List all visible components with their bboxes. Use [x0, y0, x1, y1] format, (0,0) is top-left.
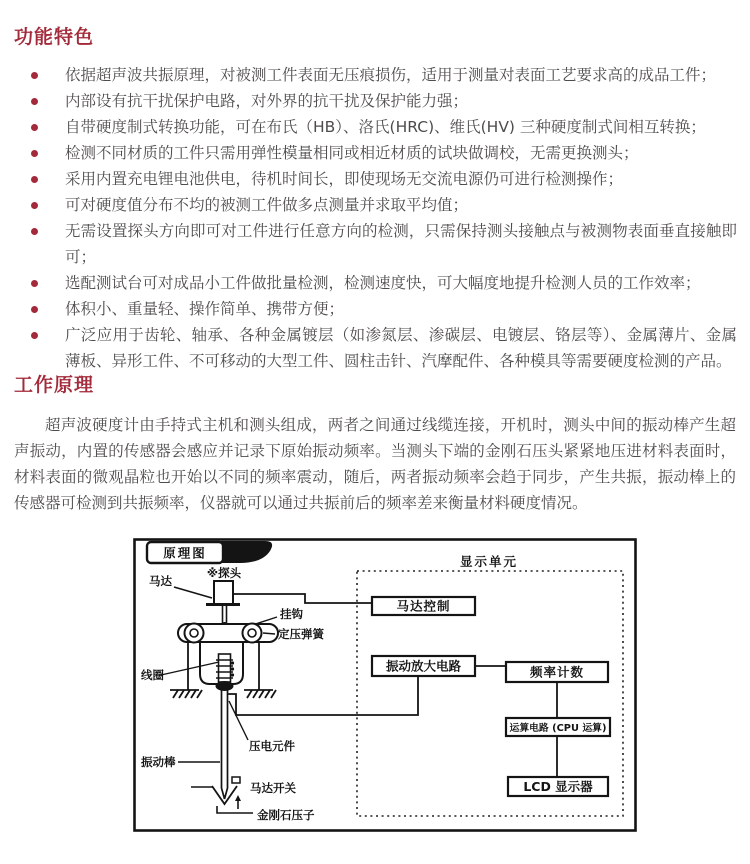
principle-diagram	[133, 538, 637, 832]
feature-item	[14, 218, 737, 270]
bullet-icon	[31, 202, 38, 209]
coil-turn-dot	[231, 661, 234, 664]
bullet-icon	[31, 228, 38, 235]
feature-item	[14, 192, 737, 218]
feature-item-text: 选配测试台可对成品小工件做批量检测，检测速度快，可大幅度地提升检测人员的工作效率；	[65, 274, 701, 292]
coil-turn-dot	[231, 673, 234, 676]
motor-label: 马达	[149, 574, 172, 588]
feature-item-text: 自带硬度制式转换功能，可在布氏（HB）、洛氏(HRC)、维氏(HV) 三种硬度制式间相互转换；	[65, 118, 706, 136]
bullet-icon	[31, 150, 38, 157]
feature-item-text: 采用内置充电锂电池供电，待机时间长，即使现场无交流电源仍可进行检测操作；	[65, 170, 624, 188]
lcd-box-label: LCD 显示器	[523, 779, 593, 794]
cpu-box-label: 运算电路 (CPU 运算)	[509, 723, 607, 734]
feature-item-text: 无需设置探头方向即可对工件进行任意方向的检测，只需保持测头接触点与被测物表面垂直接触即可；	[65, 222, 737, 266]
probe-body	[214, 581, 233, 604]
feature-item	[14, 322, 737, 374]
principle-paragraph: 超声波硬度计由手持式主机和测头组成，两者之间通过线缆连接，开机时，测头中间的振动棒产生超声振动，内置的传感器会感应并记录下原始振动频率。当测头下端的金刚石压头紧紧地压进材料表面时，材料表面的微观晶粒也开始以不同的频率震动，随后，两者振动频率会趋于同步，产生共振，振动棒上的传感器可检测到共振频率，仪器就可以通过共振前后的频率差来衡量材料硬度情况。	[14, 416, 736, 512]
feature-item-text: 依据超声波共振原理，对被测工件表面无压痕损伤，适用于测量对表面工艺要求高的成品工件；	[65, 66, 717, 84]
left-pulley-hub	[190, 629, 198, 637]
freq-counter-box-label: 频率计数	[529, 664, 585, 680]
piezo-junction	[216, 681, 234, 691]
coil-label: 线圈	[141, 668, 164, 682]
bullet-icon	[31, 280, 38, 287]
bullet-icon	[31, 124, 38, 131]
display-unit-label: 显示单元	[459, 554, 519, 569]
feature-item	[14, 88, 737, 114]
feature-item	[14, 62, 737, 88]
feature-item-text: 广泛应用于齿轮、轴承、各种金属镀层（如渗氮层、渗碳层、电镀层、铬层等）、金属薄片、金属薄板、异形工件、不可移动的大型工件、圆柱击针、汽摩配件、各种模具等需要硬度检测的产品。	[65, 326, 737, 370]
motor-switch-contact	[232, 777, 240, 783]
principle-diagram-figure	[133, 538, 637, 832]
features-list	[14, 62, 737, 374]
principle-title: 工作原理	[14, 374, 95, 396]
spring-leader-line	[263, 633, 275, 634]
feature-item	[14, 114, 737, 140]
spring-label: 定压弹簧	[278, 627, 324, 641]
bullet-icon	[31, 306, 38, 313]
feature-item	[14, 270, 737, 296]
feature-item-text: 可对硬度值分布不均的被测工件做多点测量并求取平均值；	[65, 196, 469, 214]
piezo-label: 压电元件	[249, 739, 295, 753]
bullet-icon	[31, 72, 38, 79]
features-title: 功能特色	[14, 26, 95, 48]
motor-switch-label: 马达开关	[250, 781, 296, 795]
coil-turn-dot	[231, 667, 234, 670]
feature-item-text: 检测不同材质的工件只需用弹性模量相同或相近材质的试块做调校，无需更换测头；	[65, 144, 639, 162]
feature-item	[14, 296, 737, 322]
probe-label: ※探头	[206, 566, 242, 580]
feature-item-text: 内部设有抗干扰保护电路，对外界的抗干扰及保护能力强；	[65, 92, 469, 110]
bullet-icon	[31, 98, 38, 105]
diagram-tab-title: 原理图	[163, 545, 207, 561]
bullet-icon	[31, 176, 38, 183]
hook-label: 挂钩	[280, 607, 303, 621]
feature-item-text: 体积小、重量轻、操作简单、携带方便；	[65, 300, 345, 318]
feature-item	[14, 140, 737, 166]
rod-label: 振动棒	[141, 755, 176, 769]
bullet-icon	[31, 332, 38, 339]
amplifier-box-label: 振动放大电路	[385, 658, 462, 674]
motor-control-box-label: 马达控制	[396, 598, 451, 614]
right-pulley-hub	[248, 629, 256, 637]
indenter-label: 金刚石压子	[257, 808, 315, 822]
feature-item	[14, 166, 737, 192]
